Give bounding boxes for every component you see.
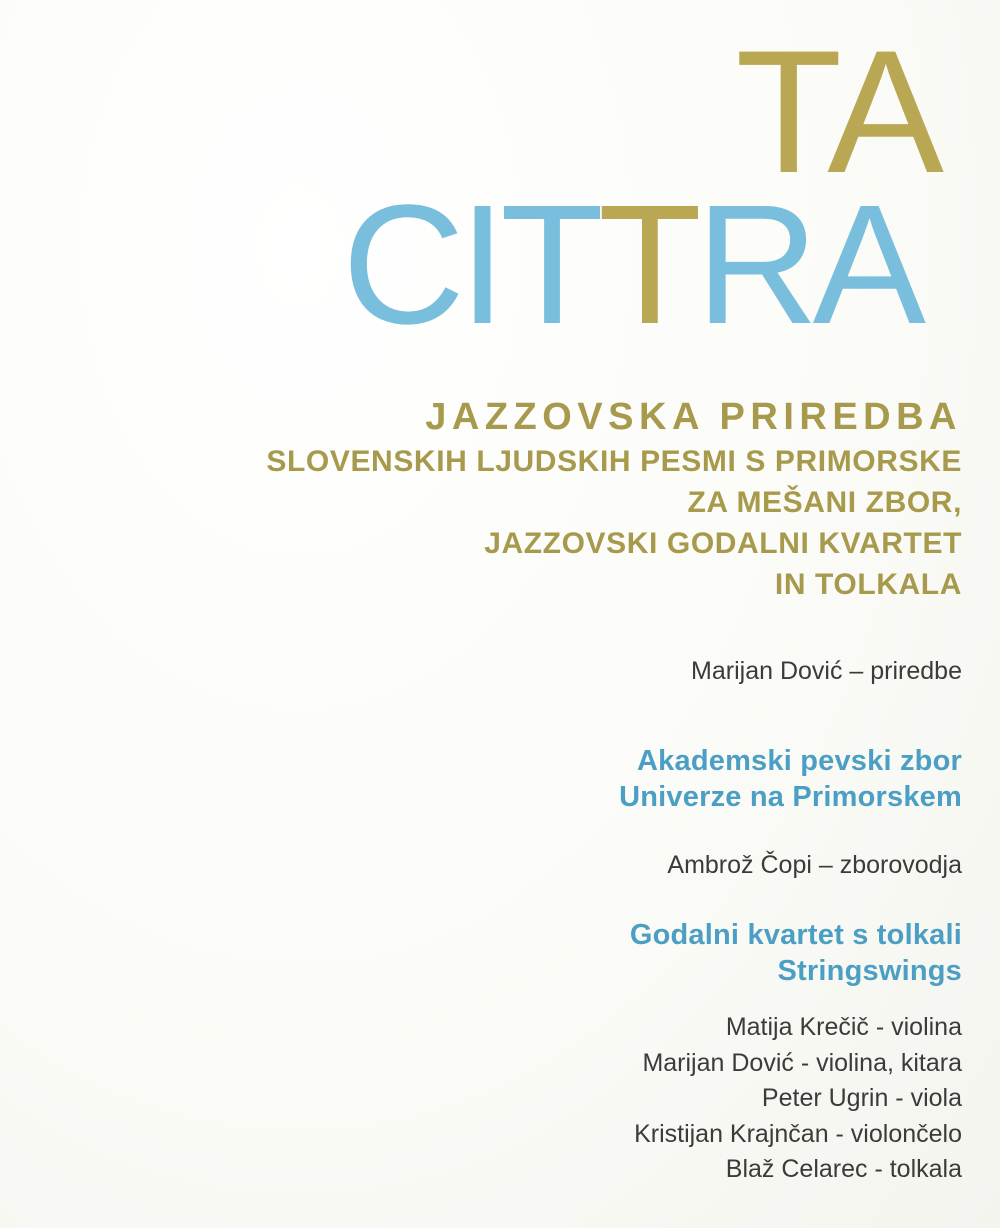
list-item: Blaž Celarec - tolkala [725,1155,962,1183]
ensemble-name-line-1: Godalni kvartet s tolkali [629,919,962,951]
ensemble-members-list [0,1010,962,1188]
headline-line-1: JAZZOVSKA PRIREDBA [425,396,962,438]
logo-part-cit: CIT [342,170,598,360]
arranger-credit: Marijan Dović – priredbe [691,657,962,685]
choir-name-line-2: Univerze na Primorskem [619,781,962,813]
list-item: Peter Ugrin - viola [761,1084,962,1112]
ensemble-name-line-2: Stringswings [777,955,962,988]
list-item: Matija Krečič - violina [725,1013,962,1041]
headline-line-4: JAZZOVSKI GODALNI KVARTET [484,526,962,560]
conductor-credit: Ambrož Čopi – zborovodja [667,851,962,880]
logo-cittra [0,15,960,360]
spacer [0,815,962,849]
spacer [0,883,962,917]
list-item: Marijan Dović - violina, kitara [642,1048,962,1077]
headline-block [0,395,962,603]
credits-block [0,655,962,990]
logo-part-t-gold: T [597,170,696,360]
logo-word-ta: TA [735,15,942,210]
headline-line-3: ZA MEŠANI ZBOR, [687,485,962,519]
headline-line-2: SLOVENSKIH LJUDSKIH PESMI S PRIMORSKE [266,444,962,478]
list-item: Kristijan Krajnčan - violončelo [634,1119,962,1148]
logo-part-ra: RA [695,170,920,360]
choir-name-line-1: Akademski pevski zbor [637,744,962,777]
logo-word-cittra [342,170,920,360]
spacer [0,689,962,743]
headline-line-5: IN TOLKALA [774,567,962,601]
